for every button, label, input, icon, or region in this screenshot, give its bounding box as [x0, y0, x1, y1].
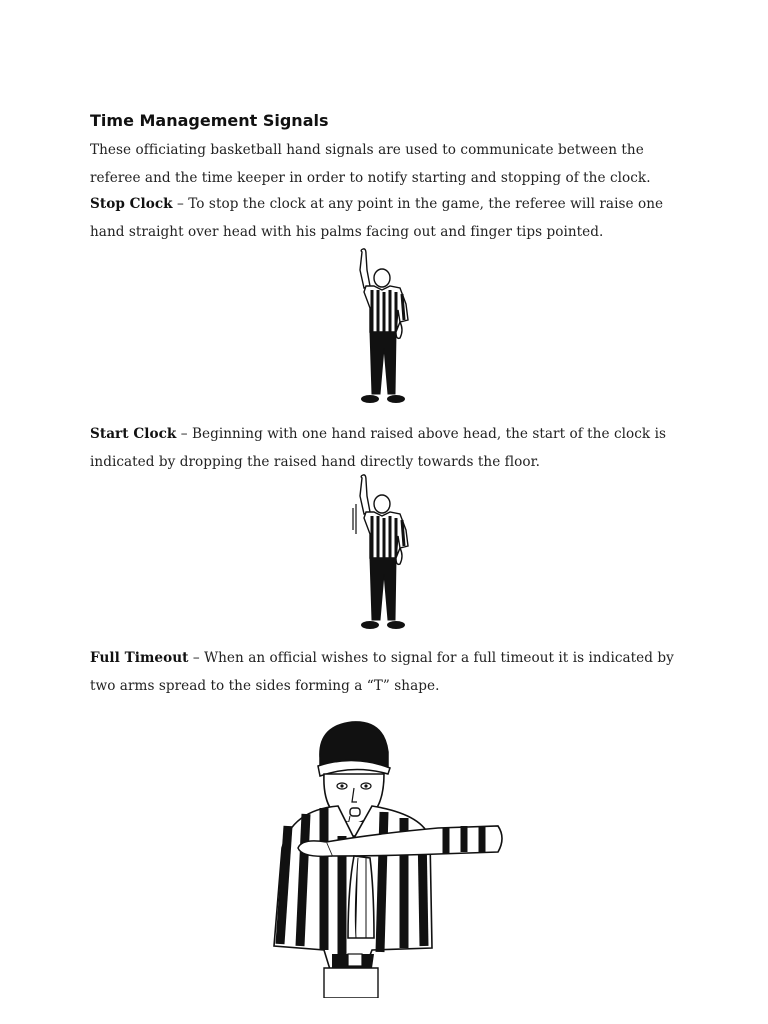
- full-timeout-term: Full Timeout: [90, 650, 189, 666]
- stop-clock-paragraph: [90, 191, 690, 246]
- full-timeout-separator: –: [188, 650, 205, 666]
- stop-clock-term: Stop Clock: [90, 196, 173, 212]
- referee-stop-clock-illustration: [348, 248, 418, 410]
- referee-start-clock-illustration: [348, 474, 418, 636]
- page-title: Time Management Signals: [90, 111, 329, 130]
- stop-clock-description: To stop the clock at any point in the game, the referee will raise one hand straight over head with his palms facing out and finger tips pointed.: [90, 196, 664, 240]
- full-timeout-description: When an official wishes to signal for a full timeout it is indicated by two arms spread to the sides forming a “T” shape.: [90, 650, 674, 694]
- stop-clock-separator: –: [172, 196, 189, 212]
- start-clock-description: Beginning with one hand raised above head, the start of the clock is indicated by dropping the raised hand directly towards the floor.: [90, 426, 666, 470]
- referee-full-timeout-illustration: [262, 718, 506, 998]
- start-clock-separator: –: [176, 426, 192, 442]
- full-timeout-paragraph: [90, 645, 690, 700]
- intro-paragraph: These officiating basketball hand signals are used to communicate between the referee and the time keeper in order to notify starting and stopping of the clock.: [90, 142, 651, 186]
- start-clock-paragraph: [90, 421, 690, 476]
- start-clock-term: Start Clock: [90, 426, 177, 442]
